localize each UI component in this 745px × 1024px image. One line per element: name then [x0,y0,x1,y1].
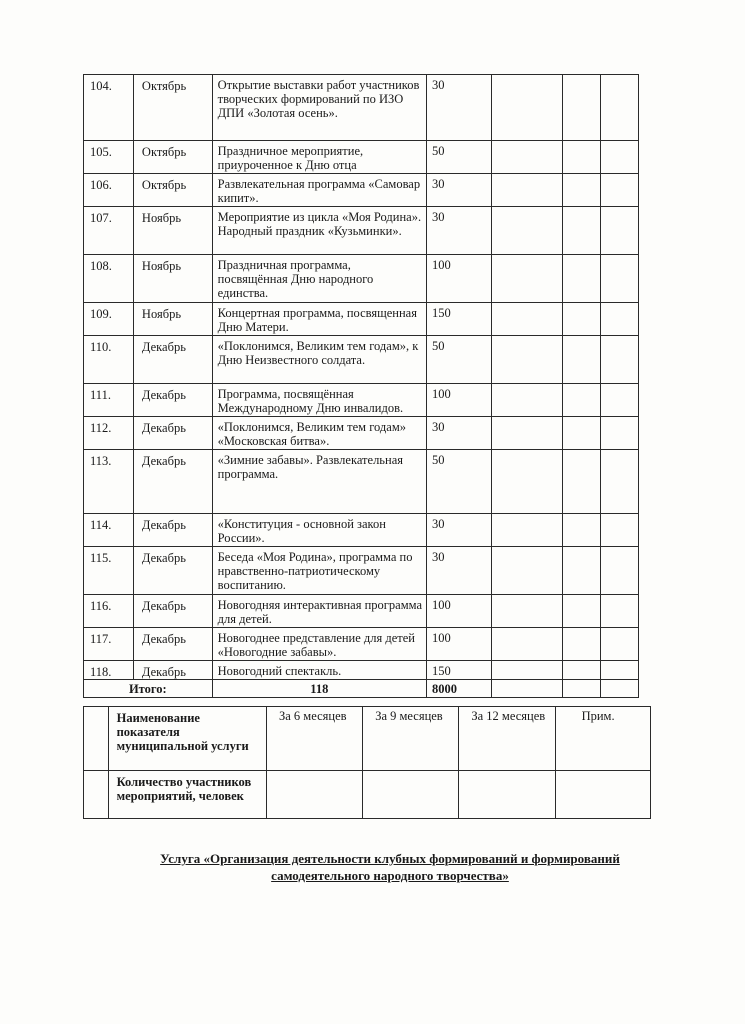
period-6-months-header: За 6 месяцев [267,707,363,771]
event-row [84,336,639,384]
service-title-line-2: самодеятельного народного творчества» [271,868,509,883]
event-empty-cell [492,514,562,547]
event-empty-cell [562,450,600,514]
event-row [84,303,639,336]
event-row [84,547,639,595]
event-empty-cell [600,174,638,207]
event-title-cell: Беседа «Моя Родина», программа по нравственно-патриотическому воспитанию. [212,547,426,595]
event-participants-cell: 50 [426,141,491,174]
event-empty-cell [562,514,600,547]
event-month-cell: Декабрь [133,661,212,680]
totals-row [84,680,639,698]
event-empty-cell [600,628,638,661]
indicator-name-cell: Количество участников мероприятий, человек [108,771,266,819]
totals-empty-cell [600,680,638,698]
event-row [84,207,639,255]
period-9-months-header: За 9 месяцев [363,707,459,771]
event-month-cell: Октябрь [133,75,212,141]
event-participants-cell: 150 [426,661,491,680]
event-empty-cell [600,336,638,384]
event-row [84,384,639,417]
event-empty-cell [600,514,638,547]
event-empty-cell [600,417,638,450]
event-number-cell: 110. [84,336,134,384]
event-empty-cell [492,255,562,303]
event-month-cell: Ноябрь [133,303,212,336]
event-month-cell: Декабрь [133,450,212,514]
event-number-cell: 117. [84,628,134,661]
event-empty-cell [562,75,600,141]
event-title-cell: Новогодний спектакль. [212,661,426,680]
event-empty-cell [562,628,600,661]
event-number-cell: 112. [84,417,134,450]
event-number-cell: 104. [84,75,134,141]
event-month-cell: Декабрь [133,628,212,661]
event-empty-cell [562,384,600,417]
event-empty-cell [562,661,600,680]
event-empty-cell [562,595,600,628]
event-empty-cell [562,141,600,174]
event-row [84,75,639,141]
event-title-cell: Программа, посвящённая Международному Дню инвалидов. [212,384,426,417]
event-empty-cell [492,174,562,207]
event-title-cell: «Поклонимся, Великим тем годам», к Дню Неизвестного солдата. [212,336,426,384]
event-number-cell: 115. [84,547,134,595]
event-empty-cell [562,417,600,450]
event-participants-cell: 50 [426,336,491,384]
period-9-months-value [363,771,459,819]
event-month-cell: Октябрь [133,174,212,207]
event-empty-cell [492,141,562,174]
event-title-cell: «Конституция - основной закон России». [212,514,426,547]
event-empty-cell [492,336,562,384]
events-table-body [84,75,639,698]
event-empty-cell [492,207,562,255]
indicators-blank-cell [84,771,109,819]
event-empty-cell [492,450,562,514]
event-empty-cell [562,255,600,303]
event-empty-cell [600,384,638,417]
event-row [84,450,639,514]
event-empty-cell [562,303,600,336]
indicator-name-header: Наименование показателя муниципальной услуги [108,707,266,771]
event-empty-cell [600,661,638,680]
event-participants-cell: 50 [426,450,491,514]
event-empty-cell [492,547,562,595]
event-month-cell: Ноябрь [133,207,212,255]
event-empty-cell [562,336,600,384]
indicators-header-row [84,707,651,771]
period-12-months-value [459,771,555,819]
event-title-cell: Новогоднее представление для детей «Новогодние забавы». [212,628,426,661]
event-empty-cell [600,595,638,628]
event-title-cell: Открытие выставки работ участников творческих формирований по ИЗО ДПИ «Золотая осень». [212,75,426,141]
event-number-cell: 105. [84,141,134,174]
event-empty-cell [492,75,562,141]
event-number-cell: 108. [84,255,134,303]
event-empty-cell [492,417,562,450]
totals-participants-cell: 8000 [426,680,491,698]
event-title-cell: Концертная программа, посвященная Дню Матери. [212,303,426,336]
events-table [83,74,639,698]
event-month-cell: Декабрь [133,514,212,547]
event-participants-cell: 30 [426,547,491,595]
indicators-data-row [84,771,651,819]
event-number-cell: 111. [84,384,134,417]
event-empty-cell [492,384,562,417]
event-month-cell: Декабрь [133,384,212,417]
event-participants-cell: 150 [426,303,491,336]
event-month-cell: Декабрь [133,547,212,595]
event-participants-cell: 30 [426,174,491,207]
remark-value [555,771,650,819]
indicators-table [83,706,651,819]
event-title-cell: Развлекательная программа «Самовар кипит». [212,174,426,207]
event-empty-cell [562,547,600,595]
event-number-cell: 116. [84,595,134,628]
event-empty-cell [600,255,638,303]
event-number-cell: 109. [84,303,134,336]
event-number-cell: 113. [84,450,134,514]
event-participants-cell: 30 [426,207,491,255]
event-title-cell: Праздничное мероприятие, приуроченное к Дню отца [212,141,426,174]
event-number-cell: 106. [84,174,134,207]
event-empty-cell [492,628,562,661]
event-title-cell: Мероприятие из цикла «Моя Родина». Народный праздник «Кузьминки». [212,207,426,255]
event-month-cell: Ноябрь [133,255,212,303]
event-title-cell: Новогодняя интерактивная программа для детей. [212,595,426,628]
service-title [100,850,680,884]
totals-events-cell: 118 [212,680,426,698]
event-participants-cell: 30 [426,514,491,547]
event-empty-cell [600,303,638,336]
event-row [84,141,639,174]
remark-header: Прим. [555,707,650,771]
event-row [84,514,639,547]
period-6-months-value [267,771,363,819]
event-participants-cell: 30 [426,417,491,450]
event-month-cell: Декабрь [133,336,212,384]
event-participants-cell: 30 [426,75,491,141]
event-title-cell: «Зимние забавы». Развлекательная программа. [212,450,426,514]
event-number-cell: 107. [84,207,134,255]
event-participants-cell: 100 [426,595,491,628]
event-empty-cell [562,207,600,255]
event-row [84,628,639,661]
event-participants-cell: 100 [426,628,491,661]
event-row [84,595,639,628]
event-month-cell: Октябрь [133,141,212,174]
event-row [84,661,639,680]
event-empty-cell [600,75,638,141]
event-participants-cell: 100 [426,384,491,417]
event-number-cell: 118. [84,661,134,680]
event-empty-cell [600,450,638,514]
event-title-cell: «Поклонимся, Великим тем годам» «Московская битва». [212,417,426,450]
totals-label-cell: Итого: [84,680,213,698]
event-number-cell: 114. [84,514,134,547]
event-row [84,174,639,207]
event-row [84,417,639,450]
totals-empty-cell [492,680,562,698]
event-empty-cell [600,141,638,174]
event-month-cell: Декабрь [133,595,212,628]
event-empty-cell [600,547,638,595]
event-empty-cell [600,207,638,255]
event-empty-cell [562,174,600,207]
event-empty-cell [492,661,562,680]
event-participants-cell: 100 [426,255,491,303]
event-title-cell: Праздничная программа, посвящённая Дню народного единства. [212,255,426,303]
event-row [84,255,639,303]
service-title-line-1: Услуга «Организация деятельности клубных формирований и формирований [160,851,620,866]
totals-empty-cell [562,680,600,698]
event-empty-cell [492,595,562,628]
period-12-months-header: За 12 месяцев [459,707,555,771]
indicators-blank-cell [84,707,109,771]
event-empty-cell [492,303,562,336]
event-month-cell: Декабрь [133,417,212,450]
